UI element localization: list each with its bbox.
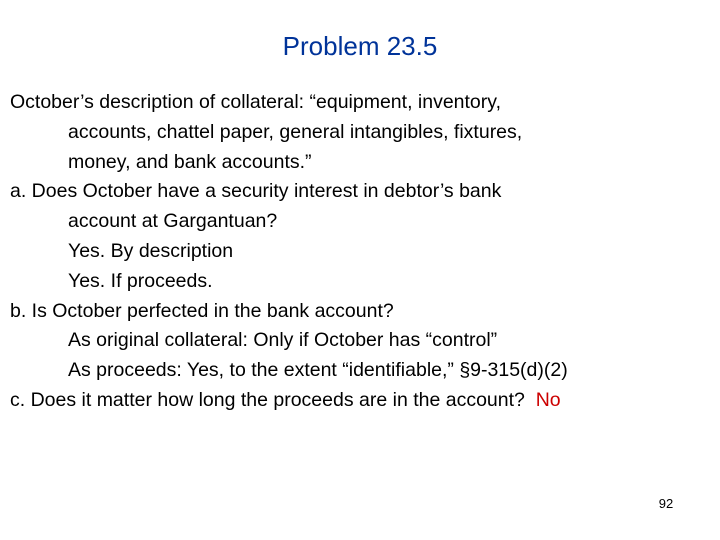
question-a-line-1: a. Does October have a security interest in debtor’s bank [10,180,502,203]
question-c-text: c. Does it matter how long the proceeds are in the account? [10,388,525,411]
slide-title: Problem 23.5 [282,31,438,61]
answer-a-line-1: Yes. By description [68,239,234,262]
question-b: b. Is October perfected in the bank account? [10,299,394,322]
answer-b-line-2: As proceeds: Yes, to the extent “identifiable,” §9-315(d)(2) [68,359,568,382]
answer-c: No [524,388,561,411]
page-number: 92 [658,496,674,511]
collateral-description-line-3: money, and bank accounts.” [68,150,312,173]
answer-a-line-2: Yes. If proceeds. [68,269,213,292]
question-c [10,386,715,416]
collateral-description-line-1: October’s description of collateral: “equipment, inventory, [10,91,501,113]
slide-body [10,88,715,416]
question-a-line-2: account at Gargantuan? [68,210,278,233]
collateral-description-line-2: accounts, chattel paper, general intangibles, fixtures, [68,120,523,143]
answer-b-line-1: As original collateral: Only if October has “control” [68,329,498,352]
